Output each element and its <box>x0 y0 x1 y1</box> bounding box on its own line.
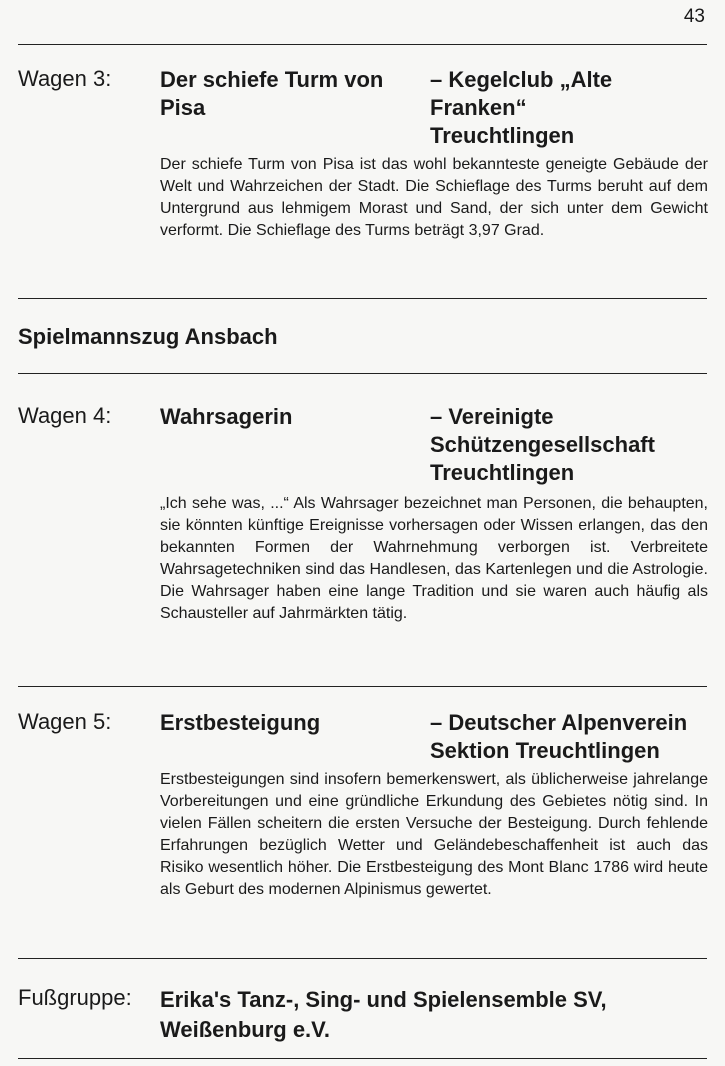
fussgruppe-label: Fußgruppe: <box>18 985 132 1010</box>
divider <box>18 1058 707 1059</box>
page-number: 43 <box>683 6 705 27</box>
divider <box>18 686 707 687</box>
wagen-description: Der schiefe Turm von Pisa ist das wohl bekannteste geneigte Gebäude der Welt und Wahrzeichen der Stadt. Die Schieflage des Turms beruht auf dem Untergrund aus lehmigem Morast und Sand, der sich unter dem Gewicht verformt. Die Schieflage des Turms beträgt 3,97 Grad. <box>160 156 708 239</box>
wagen-title: Der schiefe Turm von Pisa <box>160 67 384 120</box>
divider <box>18 44 707 45</box>
wagen-title: Wahrsagerin <box>160 404 293 429</box>
group-title: Spielmannszug Ansbach <box>18 324 278 349</box>
divider <box>18 373 707 374</box>
wagen-3-entry <box>18 66 707 276</box>
wagen-organization: – Vereinigte Schützengesellschaft Treuchtlingen <box>430 404 655 485</box>
wagen-organization: – Deutscher Alpenverein Sektion Treuchtlingen <box>430 710 688 763</box>
fussgruppe-text: Erika's Tanz-, Sing- und Spielensemble SV, Weißenburg e.V. <box>160 987 607 1042</box>
divider <box>18 958 707 959</box>
wagen-title: Erstbesteigung <box>160 710 321 735</box>
wagen-description: Erstbesteigungen sind insofern bemerkenswert, als üblicherweise jahrelange Vorbereitungen und eine gründliche Erkundung des Gebietes nötig sind. In vielen Fällen scheitern die ersten Versuche der Besteigung. Durch fehlende Erfahrungen bezüglich Wetter und Geländebeschaffenheit ist auch das Risiko wesentlich höher. Die Erstbesteigung des Mont Blanc 1786 wird heute als Geburt des modernen Alpinismus gewertet. <box>160 771 708 898</box>
divider <box>18 298 707 299</box>
wagen-label: Wagen 4: <box>18 403 112 428</box>
wagen-5-entry <box>18 709 707 939</box>
wagen-description: „Ich sehe was, ...“ Als Wahrsager bezeichnet man Personen, die behaupten, sie könnten künftige Ereignisse vorhersagen oder Wissen erlangen, das den bekannten Formen der Wahrnehmung verborgen ist. Verbreitete Wahrsagetechniken sind das Handlesen, das Kartenlegen und die Astrologie. Die Wahrsager haben eine lange Tradition und sie waren auch häufig als Schausteller auf Jahrmärkten tätig. <box>160 495 708 622</box>
wagen-organization: – Kegelclub „Alte Franken“ Treuchtlingen <box>430 67 613 148</box>
wagen-4-entry <box>18 403 707 663</box>
wagen-label: Wagen 5: <box>18 709 112 734</box>
wagen-label: Wagen 3: <box>18 66 112 91</box>
fussgruppe-entry <box>18 985 707 1049</box>
